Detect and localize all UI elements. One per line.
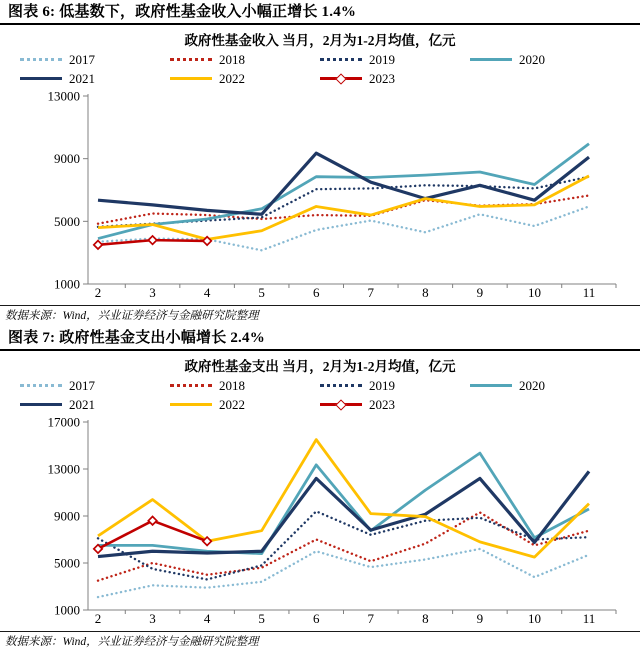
legend-2019-line-swatch bbox=[320, 58, 362, 61]
x-axis-tick-label: 9 bbox=[476, 285, 484, 300]
legend-item-2019 bbox=[320, 378, 470, 393]
y-axis-tick-label: 5000 bbox=[54, 213, 80, 229]
y-axis-tick-label: 9000 bbox=[54, 508, 80, 524]
diamond-marker-icon bbox=[94, 241, 102, 249]
legend-label: 2022 bbox=[219, 70, 245, 86]
legend-label: 2018 bbox=[219, 377, 245, 393]
legend-2018-line-swatch bbox=[170, 384, 212, 387]
legend-label: 2023 bbox=[369, 70, 395, 86]
x-axis-tick-label: 10 bbox=[527, 611, 541, 626]
legend-label: 2017 bbox=[69, 377, 95, 393]
legend-label: 2020 bbox=[519, 377, 545, 393]
figure-6-source: 数据来源：Wind，兴业证券经济与金融研究院整理 bbox=[0, 305, 640, 326]
diamond-marker-icon bbox=[148, 236, 156, 244]
legend-item-2019 bbox=[320, 52, 470, 67]
x-axis-tick-label: 11 bbox=[582, 611, 596, 626]
legend-item-2018 bbox=[170, 52, 320, 67]
legend-2021-line-swatch bbox=[20, 77, 62, 80]
legend-label: 2017 bbox=[69, 51, 95, 67]
legend-item-2023 bbox=[320, 397, 470, 412]
legend-item-2023 bbox=[320, 71, 470, 86]
x-axis-tick-label: 4 bbox=[203, 611, 211, 626]
legend-label: 2020 bbox=[519, 51, 545, 67]
x-axis-tick-label: 10 bbox=[527, 285, 541, 300]
legend-label: 2019 bbox=[369, 51, 395, 67]
legend-item-2020 bbox=[470, 378, 620, 393]
revenue-chart-plot bbox=[0, 86, 640, 300]
legend-item-2017 bbox=[20, 378, 170, 393]
figure-7-header: 图表 7: 政府性基金支出小幅增长 2.4% bbox=[0, 326, 640, 351]
revenue-chart-legend bbox=[0, 52, 640, 86]
x-axis-tick-label: 3 bbox=[149, 611, 156, 626]
diamond-marker-icon bbox=[335, 399, 346, 410]
figure-6-header: 图表 6: 低基数下，政府性基金收入小幅正增长 1.4% bbox=[0, 0, 640, 25]
revenue-chart-title: 政府性基金收入 当月，2月为1-2月均值，亿元 bbox=[184, 33, 456, 48]
y-axis-tick-label: 17000 bbox=[47, 414, 80, 430]
legend-2022-line-swatch bbox=[170, 403, 212, 406]
legend-label: 2022 bbox=[219, 396, 245, 412]
legend-label: 2018 bbox=[219, 51, 245, 67]
series-line-2017 bbox=[98, 549, 589, 597]
expenditure-chart-title: 政府性基金支出 当月，2月为1-2月均值，亿元 bbox=[184, 359, 456, 374]
x-axis-tick-label: 4 bbox=[203, 285, 211, 300]
x-axis-tick-label: 7 bbox=[367, 285, 375, 300]
legend-item-2017 bbox=[20, 52, 170, 67]
x-axis-tick-label: 5 bbox=[258, 285, 265, 300]
legend-2017-line-swatch bbox=[20, 58, 62, 61]
series-line-2019 bbox=[98, 177, 589, 227]
expenditure-chart-plot bbox=[0, 412, 640, 626]
legend-item-2021 bbox=[20, 397, 170, 412]
legend-item-2022 bbox=[170, 397, 320, 412]
series-line-2020 bbox=[98, 144, 589, 239]
x-axis-tick-label: 6 bbox=[312, 285, 320, 300]
legend-2022-line-swatch bbox=[170, 77, 212, 80]
y-axis-tick-label: 1000 bbox=[54, 276, 80, 292]
legend-2019-line-swatch bbox=[320, 384, 362, 387]
legend-label: 2021 bbox=[69, 396, 95, 412]
x-axis-tick-label: 8 bbox=[422, 285, 429, 300]
legend-2017-line-swatch bbox=[20, 384, 62, 387]
y-axis-tick-label: 13000 bbox=[47, 461, 80, 477]
y-axis-tick-label: 1000 bbox=[54, 602, 80, 618]
y-axis-tick-label: 13000 bbox=[47, 88, 80, 104]
x-axis-tick-label: 9 bbox=[476, 611, 484, 626]
legend-item-2021 bbox=[20, 71, 170, 86]
x-axis-tick-label: 5 bbox=[258, 611, 265, 626]
x-axis-tick-label: 2 bbox=[94, 611, 102, 626]
legend-label: 2019 bbox=[369, 377, 395, 393]
legend-2023-line-swatch bbox=[320, 77, 362, 80]
figure-7 bbox=[0, 326, 640, 652]
legend-2020-line-swatch bbox=[470, 384, 512, 387]
x-axis-tick-label: 6 bbox=[312, 611, 320, 626]
legend-2023-line-swatch bbox=[320, 403, 362, 406]
legend-item-2022 bbox=[170, 71, 320, 86]
y-axis-tick-label: 5000 bbox=[54, 555, 80, 571]
legend-2020-line-swatch bbox=[470, 58, 512, 61]
expenditure-chart-legend bbox=[0, 378, 640, 412]
legend-item-2018 bbox=[170, 378, 320, 393]
diamond-marker-icon bbox=[335, 73, 346, 84]
x-axis-tick-label: 7 bbox=[367, 611, 375, 626]
legend-label: 2023 bbox=[369, 396, 395, 412]
legend-item-2020 bbox=[470, 52, 620, 67]
legend-2018-line-swatch bbox=[170, 58, 212, 61]
x-axis-tick-label: 3 bbox=[149, 285, 156, 300]
x-axis-tick-label: 11 bbox=[582, 285, 596, 300]
x-axis-tick-label: 8 bbox=[422, 611, 429, 626]
figure-6 bbox=[0, 0, 640, 326]
legend-2021-line-swatch bbox=[20, 403, 62, 406]
x-axis-tick-label: 2 bbox=[94, 285, 102, 300]
figure-7-source: 数据来源：Wind，兴业证券经济与金融研究院整理 bbox=[0, 631, 640, 652]
y-axis-tick-label: 9000 bbox=[54, 151, 80, 167]
legend-label: 2021 bbox=[69, 70, 95, 86]
